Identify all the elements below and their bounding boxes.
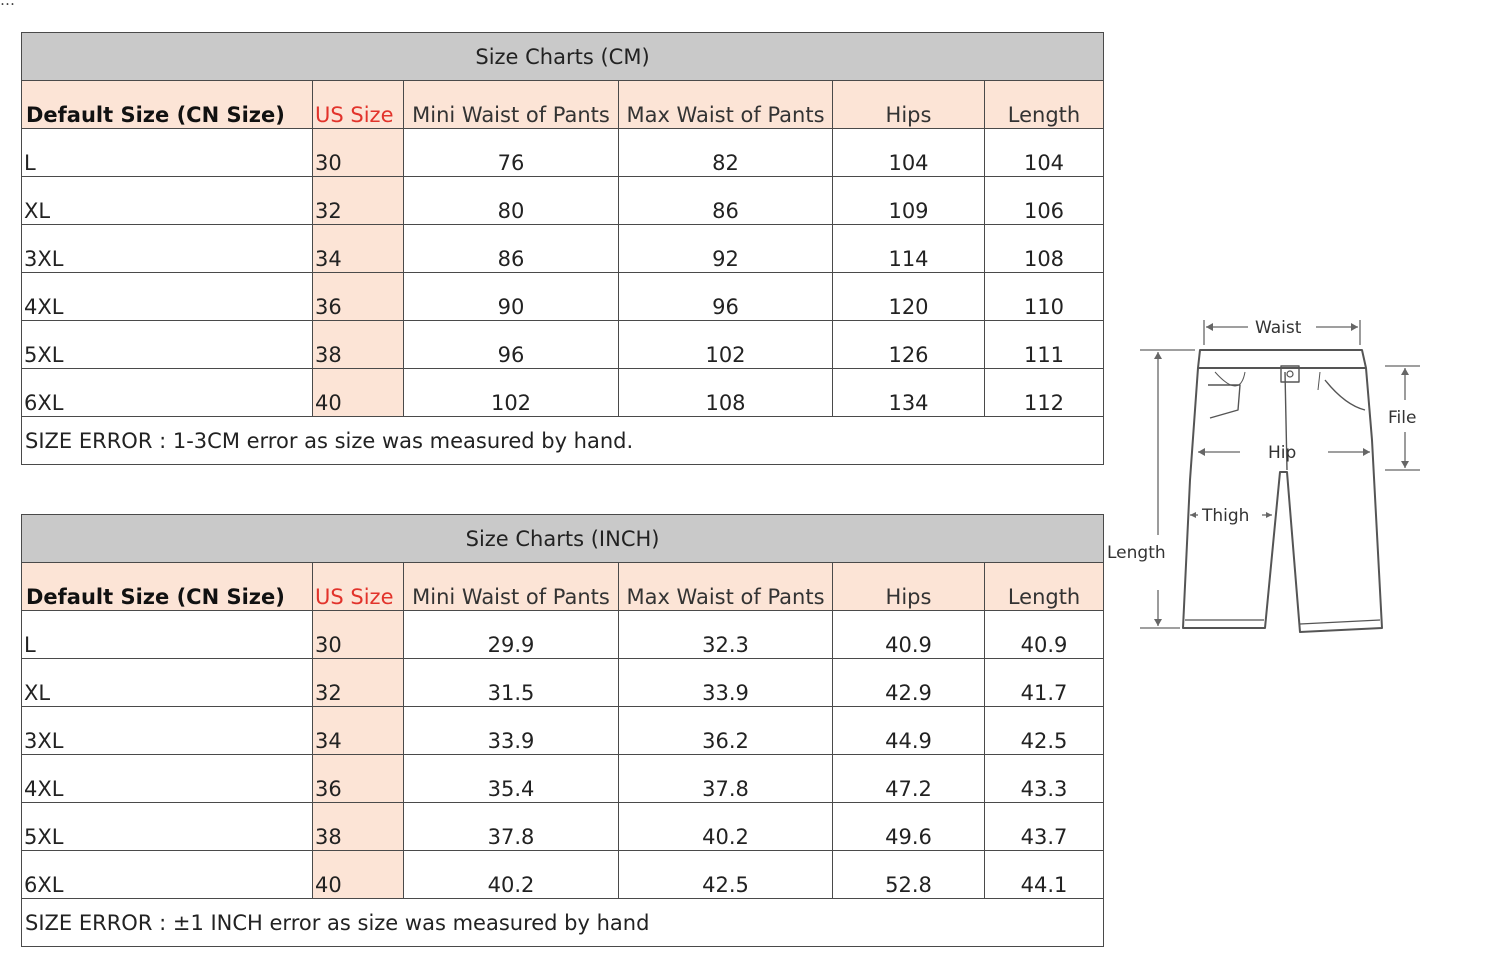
table-row [22,321,1104,369]
table-row [22,225,1104,273]
hips-cell: 120 [833,273,985,321]
table-row [22,177,1104,225]
table-header-row [22,563,1104,611]
hips-cell: 40.9 [833,611,985,659]
us-size-cell: 32 [313,177,404,225]
pants-measurement-diagram [1105,300,1435,640]
hips-cell: 126 [833,321,985,369]
us-size-cell: 34 [313,225,404,273]
max-waist-cell: 92 [619,225,833,273]
column-header-cn-size: Default Size (CN Size) [22,81,313,129]
length-cell: 42.5 [985,707,1104,755]
column-header-mini-waist: Mini Waist of Pants [404,81,619,129]
length-label: Length [1107,543,1166,563]
column-header-cn-size: Default Size (CN Size) [22,563,313,611]
thigh-label: Thigh [1202,506,1250,526]
cn-size-cell: 5XL [22,803,313,851]
mini-waist-cell: 76 [404,129,619,177]
us-size-cell: 30 [313,129,404,177]
length-cell: 110 [985,273,1104,321]
table-row [22,273,1104,321]
us-size-cell: 32 [313,659,404,707]
cn-size-cell: 3XL [22,707,313,755]
column-header-hips: Hips [833,81,985,129]
column-header-hips: Hips [833,563,985,611]
table-header-row [22,81,1104,129]
max-waist-cell: 36.2 [619,707,833,755]
mini-waist-cell: 29.9 [404,611,619,659]
mini-waist-cell: 37.8 [404,803,619,851]
us-size-cell: 36 [313,755,404,803]
max-waist-cell: 108 [619,369,833,417]
hips-cell: 104 [833,129,985,177]
file-label: File [1388,408,1417,428]
column-header-length: Length [985,563,1104,611]
cn-size-cell: 6XL [22,851,313,899]
length-cell: 106 [985,177,1104,225]
us-size-cell: 40 [313,369,404,417]
max-waist-cell: 82 [619,129,833,177]
table-row [22,369,1104,417]
mini-waist-cell: 31.5 [404,659,619,707]
max-waist-cell: 33.9 [619,659,833,707]
table-row [22,851,1104,899]
cn-size-cell: XL [22,177,313,225]
mini-waist-cell: 40.2 [404,851,619,899]
length-cell: 43.3 [985,755,1104,803]
pants-outline-illustration [1183,350,1382,632]
cn-size-cell: 3XL [22,225,313,273]
length-cell: 108 [985,225,1104,273]
max-waist-cell: 96 [619,273,833,321]
hips-cell: 52.8 [833,851,985,899]
length-cell: 40.9 [985,611,1104,659]
cn-size-cell: L [22,129,313,177]
max-waist-cell: 32.3 [619,611,833,659]
cropped-text-strip [0,0,1180,5]
hips-cell: 47.2 [833,755,985,803]
max-waist-cell: 102 [619,321,833,369]
table-title: Size Charts (INCH) [22,515,1104,563]
waist-label: Waist [1255,318,1302,338]
cn-size-cell: 6XL [22,369,313,417]
hips-cell: 49.6 [833,803,985,851]
cn-size-cell: 5XL [22,321,313,369]
table-row [22,659,1104,707]
hips-cell: 42.9 [833,659,985,707]
us-size-cell: 38 [313,321,404,369]
column-header-us-size: US Size [313,81,404,129]
mini-waist-cell: 86 [404,225,619,273]
us-size-cell: 38 [313,803,404,851]
table-row [22,129,1104,177]
length-cell: 112 [985,369,1104,417]
mini-waist-cell: 90 [404,273,619,321]
us-size-cell: 30 [313,611,404,659]
size-error-note: SIZE ERROR : 1-3CM error as size was measured by hand. [22,417,1104,465]
table-row [22,611,1104,659]
hips-cell: 44.9 [833,707,985,755]
table-row [22,803,1104,851]
table-row [22,755,1104,803]
length-cell: 41.7 [985,659,1104,707]
max-waist-cell: 40.2 [619,803,833,851]
us-size-cell: 40 [313,851,404,899]
size-chart-inch-table [21,514,1104,947]
max-waist-cell: 42.5 [619,851,833,899]
cn-size-cell: L [22,611,313,659]
length-cell: 104 [985,129,1104,177]
size-error-note: SIZE ERROR : ±1 INCH error as size was measured by hand [22,899,1104,947]
hips-cell: 134 [833,369,985,417]
length-cell: 44.1 [985,851,1104,899]
table-title: Size Charts (CM) [22,33,1104,81]
cn-size-cell: XL [22,659,313,707]
column-header-length: Length [985,81,1104,129]
length-cell: 111 [985,321,1104,369]
table-row [22,707,1104,755]
column-header-mini-waist: Mini Waist of Pants [404,563,619,611]
size-chart-cm-table [21,32,1104,465]
column-header-max-waist: Max Waist of Pants [619,81,833,129]
hip-label: Hip [1268,443,1297,463]
column-header-us-size: US Size [313,563,404,611]
cn-size-cell: 4XL [22,755,313,803]
max-waist-cell: 37.8 [619,755,833,803]
mini-waist-cell: 102 [404,369,619,417]
mini-waist-cell: 96 [404,321,619,369]
length-cell: 43.7 [985,803,1104,851]
mini-waist-cell: 35.4 [404,755,619,803]
column-header-max-waist: Max Waist of Pants [619,563,833,611]
us-size-cell: 36 [313,273,404,321]
hips-cell: 109 [833,177,985,225]
cn-size-cell: 4XL [22,273,313,321]
hips-cell: 114 [833,225,985,273]
us-size-cell: 34 [313,707,404,755]
mini-waist-cell: 33.9 [404,707,619,755]
max-waist-cell: 86 [619,177,833,225]
mini-waist-cell: 80 [404,177,619,225]
